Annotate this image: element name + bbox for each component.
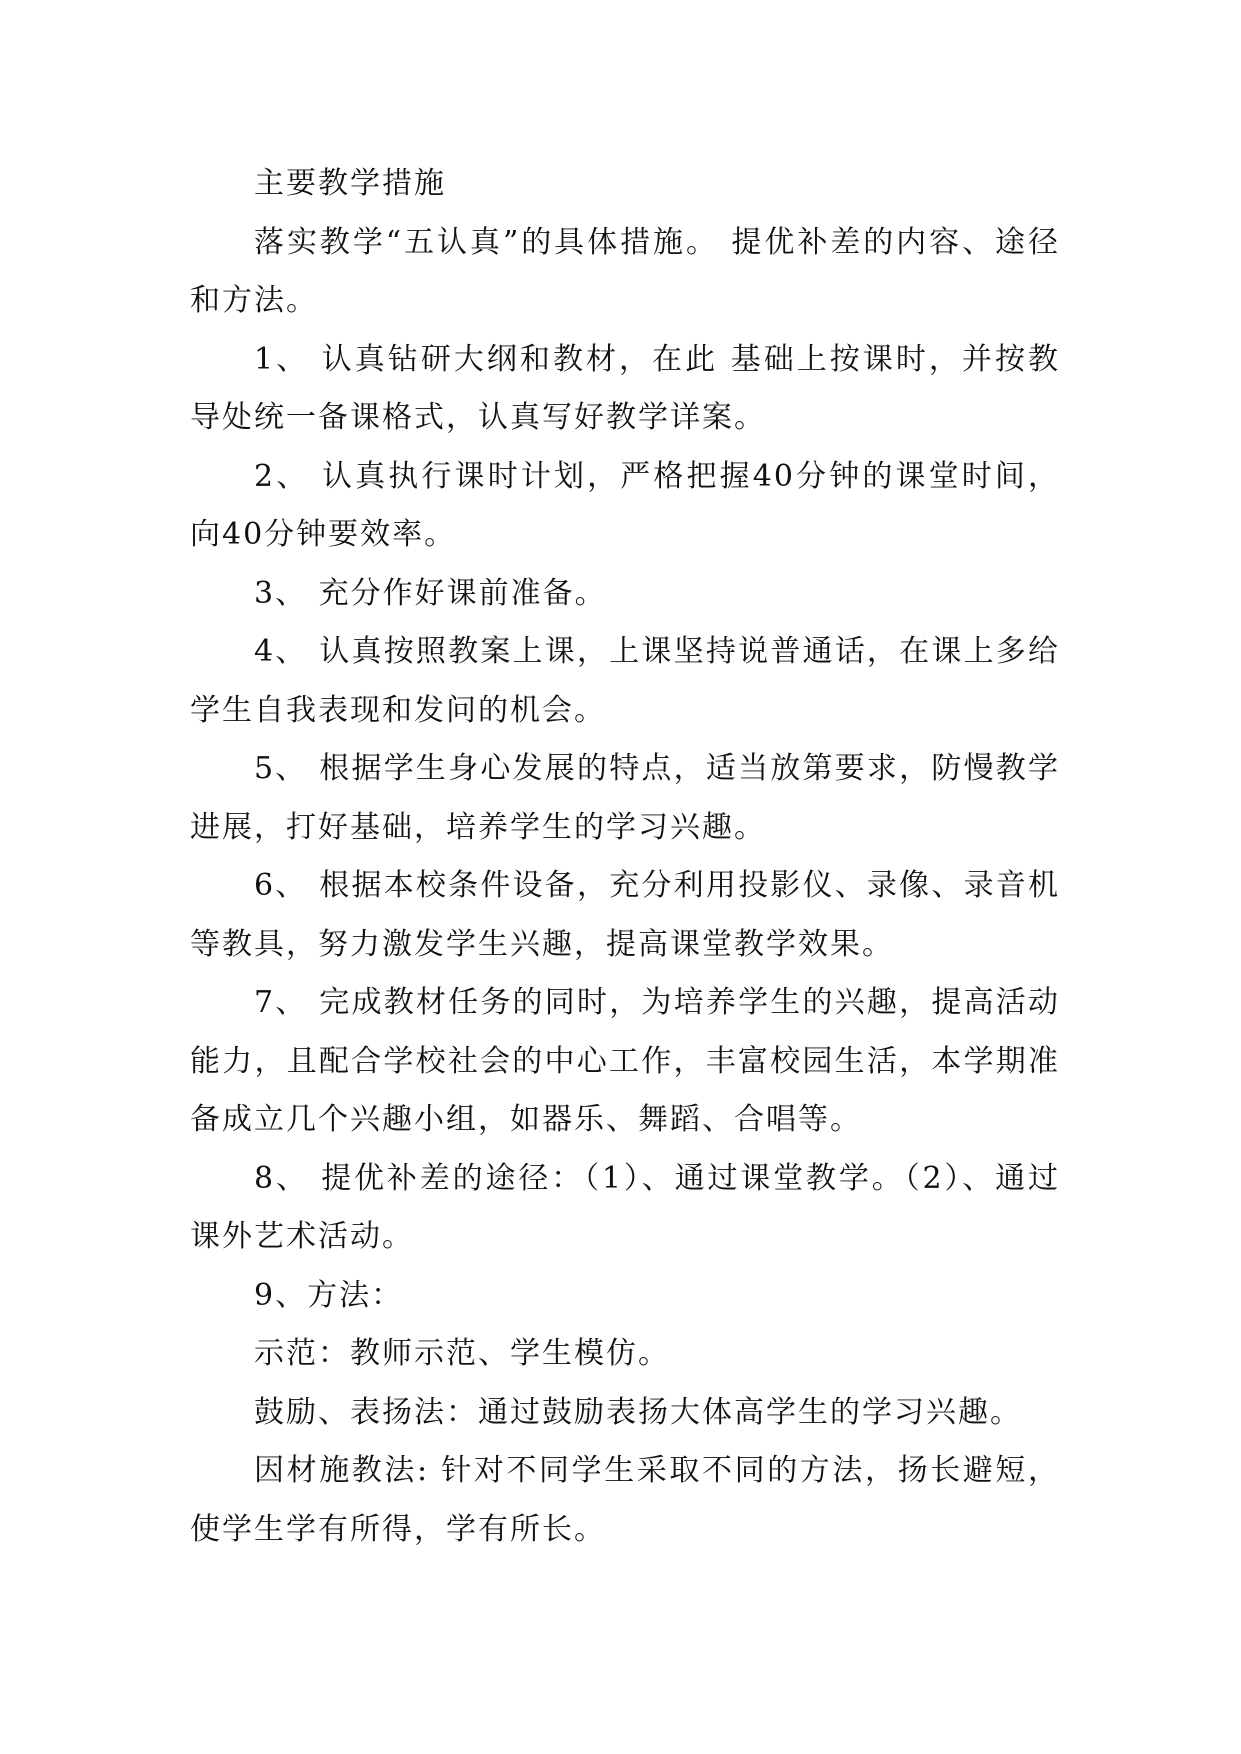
paragraph-item-5: 5、 根据学生身心发展的特点，适当放第要求，防慢教学进展，打好基础，培养学生的学习兴趣。 [190, 751, 1060, 845]
document-heading: 主要教学措施 [254, 166, 446, 201]
paragraph-method-demo: 示范：教师示范、学生模仿。 [254, 1336, 670, 1371]
paragraph-method-encourage: 鼓励、表扬法：通过鼓励表扬大体高学生的学习兴趣。 [254, 1394, 1022, 1430]
paragraph-item-8: 8、 提优补差的途径：（1）、通过课堂教学。（2）、通过课外艺术活动。 [190, 1160, 1060, 1254]
paragraph-item-6: 6、 根据本校条件设备，充分利用投影仪、录像、录音机等教具，努力激发学生兴趣，提高课堂教学效果。 [190, 868, 1060, 962]
paragraph-item-2: 2、 认真执行课时计划，严格把握40分钟的课堂时间，向40分钟要效率。 [190, 458, 1060, 552]
paragraph-item-3: 3、 充分作好课前准备。 [254, 575, 607, 611]
paragraph-item-7: 7、 完成教材任务的同时，为培养学生的兴趣，提高活动能力，且配合学校社会的中心工作，丰富校园生活，本学期准备成立几个兴趣小组，如器乐、舞蹈、合唱等。 [190, 985, 1060, 1137]
paragraph-intro: 落实教学“五认真”的具体措施。 提优补差的内容、途径和方法。 [190, 224, 1060, 318]
paragraph-item-9: 9、方法： [254, 1277, 404, 1313]
paragraph-method-differentiated: 因材施教法: 针对不同学生采取不同的方法，扬长避短，使学生学有所得，学有所长。 [190, 1453, 1060, 1547]
paragraph-item-4: 4、 认真按照教案上课，上课坚持说普通话，在课上多给学生自我表现和发问的机会。 [190, 634, 1060, 728]
paragraph-item-1: 1、 认真钻研大纲和教材，在此 基础上按课时，并按教导处统一备课格式，认真写好教学详案。 [190, 341, 1060, 435]
document-body [190, 155, 1060, 1559]
